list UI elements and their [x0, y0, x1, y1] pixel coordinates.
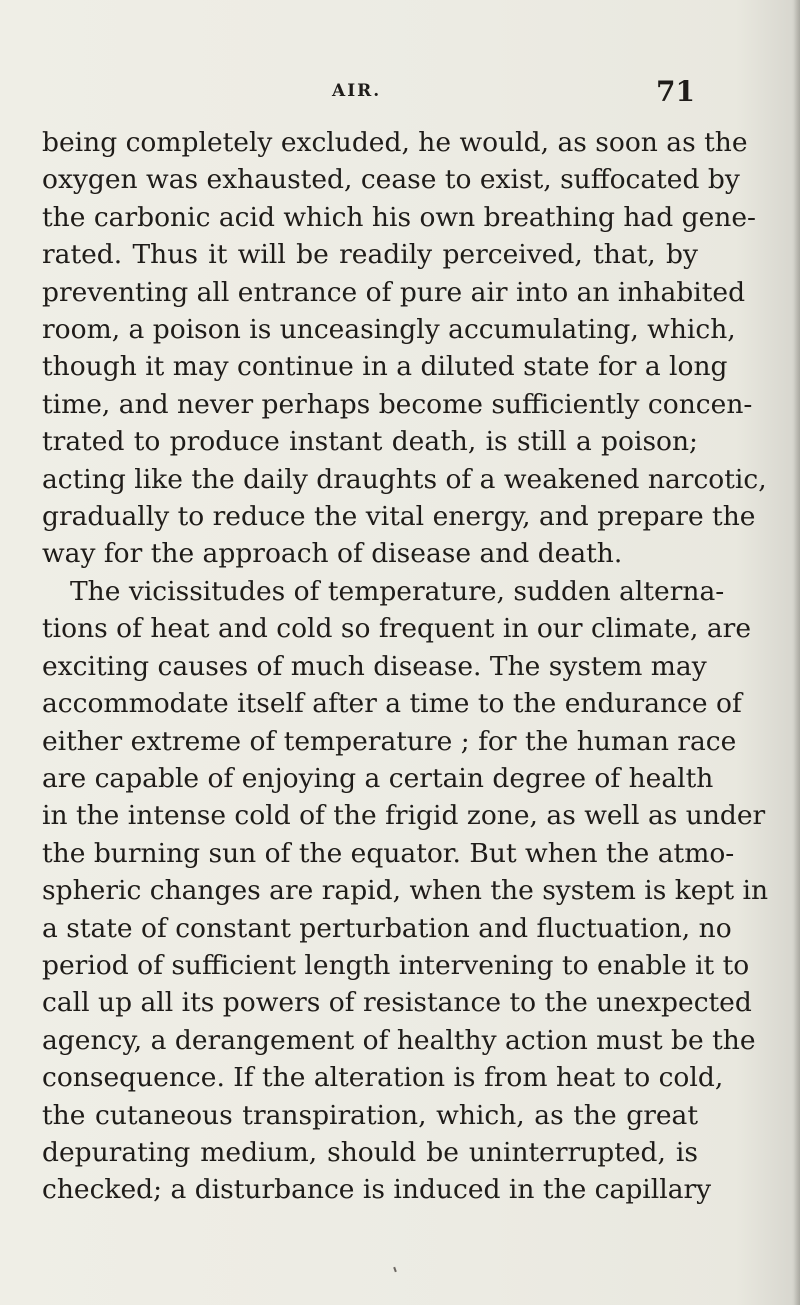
- text-line: rated. Thus it will be readily perceived, that, by: [42, 239, 698, 271]
- running-head: [42, 75, 695, 111]
- text-line: period of sufficient length intervening to enable it to: [42, 949, 750, 981]
- text-line: depurating medium, should be uninterrupted, is: [42, 1136, 698, 1168]
- text-line: trated to produce instant death, is still a poison;: [42, 426, 698, 458]
- text-line: exciting causes of much disease. The system may: [42, 650, 707, 682]
- paragraph-start-line: The vicissitudes of temperature, sudden alterna-: [70, 575, 725, 607]
- text-line: tions of heat and cold so frequent in our climate, are: [42, 613, 752, 645]
- text-line: are capable of enjoying a certain degree of health: [42, 762, 714, 794]
- text-line: spheric changes are rapid, when the system is kept in: [42, 875, 769, 907]
- text-line: the burning sun of the equator. But when the atmo-: [42, 837, 735, 869]
- ink-speck: [393, 1267, 397, 1272]
- text-line: accommodate itself after a time to the endurance of: [42, 688, 742, 720]
- text-line: time, and never perhaps become sufficiently concen-: [42, 388, 753, 420]
- text-line: consequence. If the alteration is from heat to cold,: [42, 1062, 724, 1094]
- text-line: acting like the daily draughts of a weakened narcotic,: [42, 463, 767, 495]
- text-line: preventing all entrance of pure air into an inhabited: [42, 276, 746, 308]
- text-line: either extreme of temperature ; for the human race: [42, 725, 737, 757]
- text-line: a state of constant perturbation and fluctuation, no: [42, 912, 732, 944]
- body-text: [42, 124, 769, 1209]
- text-line: the cutaneous transpiration, which, as the great: [42, 1099, 698, 1131]
- text-line: the carbonic acid which his own breathing had gene-: [42, 201, 756, 233]
- text-line: in the intense cold of the frigid zone, as well as under: [42, 800, 766, 832]
- text-line: call up all its powers of resistance to the unexpected: [42, 987, 752, 1019]
- text-line: being completely excluded, he would, as soon as the: [42, 127, 748, 158]
- paragraph-end-line: way for the approach of disease and death.: [42, 538, 623, 570]
- text-line: agency, a derangement of healthy action must be the: [42, 1024, 756, 1056]
- text-line: gradually to reduce the vital energy, and prepare the: [42, 501, 756, 533]
- running-title: AIR.: [332, 81, 382, 101]
- page-number: 71: [656, 75, 695, 108]
- page-edge: [794, 0, 800, 1305]
- text-line: oxygen was exhausted, cease to exist, suffocated by: [42, 164, 740, 196]
- text-line: though it may continue in a diluted state for a long: [42, 351, 728, 383]
- text-line: checked; a disturbance is induced in the capillary: [42, 1174, 712, 1206]
- text-line: room, a poison is unceasingly accumulating, which,: [42, 314, 736, 346]
